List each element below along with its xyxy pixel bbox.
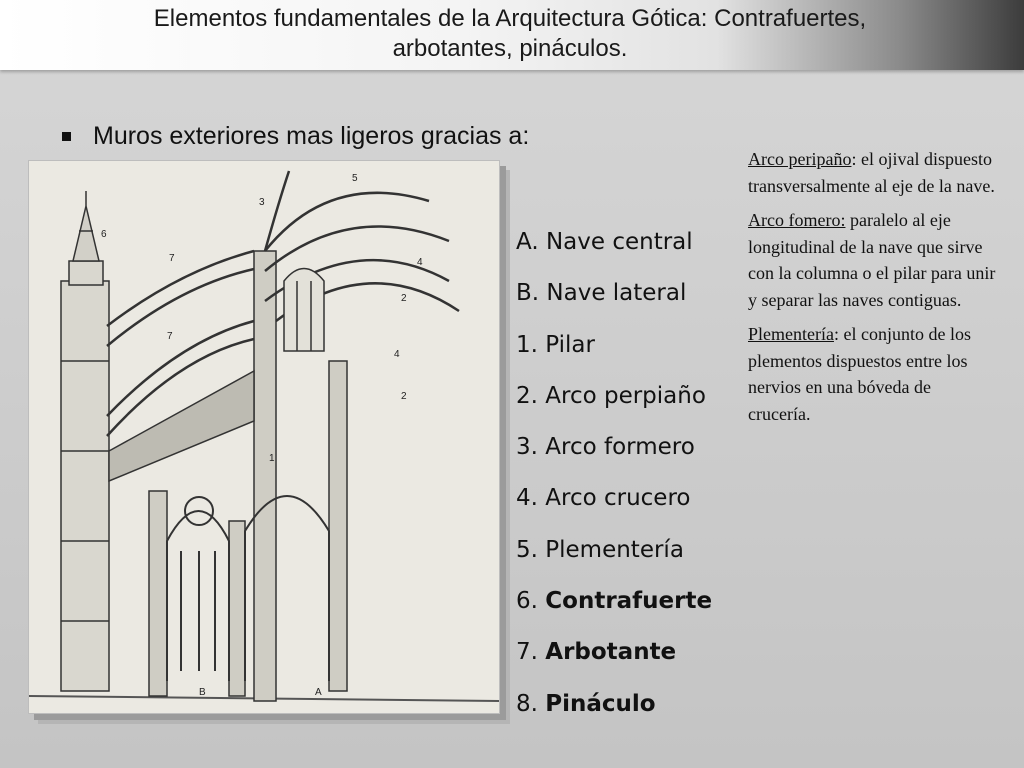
- figure-label-6: 6: [101, 229, 107, 240]
- legend-item: [516, 480, 736, 531]
- slide-title-line-2: arbotantes, pináculos.: [392, 35, 628, 62]
- legend-item: [516, 429, 736, 480]
- legend-item-prefix: 6.: [516, 588, 546, 615]
- figure-label-2a: 2: [401, 293, 407, 304]
- definition-text: : el conjunto de los plementos dispuestos entre los nervios en una bóveda de crucería.: [748, 324, 971, 424]
- legend-item-text: Arco formero: [545, 434, 695, 461]
- legend-item-prefix: B.: [516, 280, 547, 307]
- legend-item: [516, 275, 736, 326]
- figure-label-7a: 7: [169, 253, 175, 264]
- figure-label-a: A: [315, 687, 322, 698]
- figure-label-2b: 2: [401, 391, 407, 402]
- legend-item-prefix: 8.: [516, 690, 546, 717]
- slide-title: [40, 4, 980, 64]
- figure-label-4a: 4: [417, 257, 423, 268]
- definition-plementeria: [748, 321, 996, 427]
- gothic-cathedral-illustration: [28, 160, 500, 714]
- definition-text: paralelo al eje longitudinal de la nave que sirve con la columna o el pilar para unir y separar las naves contiguas.: [748, 210, 996, 310]
- title-bar: [0, 0, 1024, 70]
- bullet-point: [62, 122, 529, 151]
- definition-term: Plementería: [748, 324, 834, 344]
- legend-item: [516, 634, 736, 685]
- legend-item-text: Arco crucero: [545, 485, 691, 512]
- figure-label-7b: 7: [167, 331, 173, 342]
- legend-item-text: Contrafuerte: [545, 588, 713, 615]
- legend-item-text: Arbotante: [545, 639, 677, 666]
- legend-item-prefix: 3.: [516, 434, 546, 461]
- definition-term: Arco fomero:: [748, 210, 846, 230]
- legend-item-text: Arco perpiaño: [545, 382, 706, 409]
- legend-item-prefix: 4.: [516, 485, 546, 512]
- legend-item: [516, 686, 736, 737]
- figure-label-3: 3: [259, 197, 265, 208]
- definition-arco-peripano: [748, 146, 996, 199]
- square-bullet-icon: [62, 132, 71, 141]
- definition-text: : el ojival dispuesto transversalmente al eje de la nave.: [748, 149, 995, 196]
- figure-label-4b: 4: [394, 349, 400, 360]
- figure-label-1: 1: [269, 453, 275, 464]
- legend-item: [516, 224, 736, 275]
- legend-item-prefix: A.: [516, 229, 546, 255]
- figure-label-5: 5: [352, 173, 358, 184]
- legend-item-prefix: 7.: [516, 639, 546, 666]
- slide-title-line-1: Elementos fundamentales de la Arquitectura Gótica: Contrafuertes,: [153, 5, 867, 32]
- legend-list: [516, 224, 736, 737]
- definitions-panel: [748, 146, 996, 435]
- legend-item-text: Nave lateral: [546, 280, 687, 307]
- legend-item-text: Pináculo: [545, 690, 656, 717]
- definition-term: Arco peripaño: [748, 149, 852, 169]
- buttress-drawing: [61, 261, 109, 691]
- definition-arco-fomero: [748, 207, 996, 313]
- legend-item: [516, 327, 736, 378]
- legend-item-prefix: 2.: [516, 382, 546, 409]
- legend-item-prefix: 5.: [516, 536, 546, 563]
- legend-item-prefix: 1.: [516, 331, 546, 358]
- bullet-text: Muros exteriores mas ligeros gracias a:: [93, 122, 530, 150]
- figure-label-b: B: [199, 687, 206, 698]
- legend-item: [516, 583, 736, 634]
- legend-item: [516, 532, 736, 583]
- cathedral-section-drawing: [29, 161, 499, 713]
- legend-item: [516, 378, 736, 429]
- legend-item-text: Nave central: [545, 229, 693, 255]
- clerestory-window-drawing: [284, 269, 324, 352]
- legend-item-text: Pilar: [545, 331, 595, 358]
- legend-item-text: Plementería: [545, 536, 684, 563]
